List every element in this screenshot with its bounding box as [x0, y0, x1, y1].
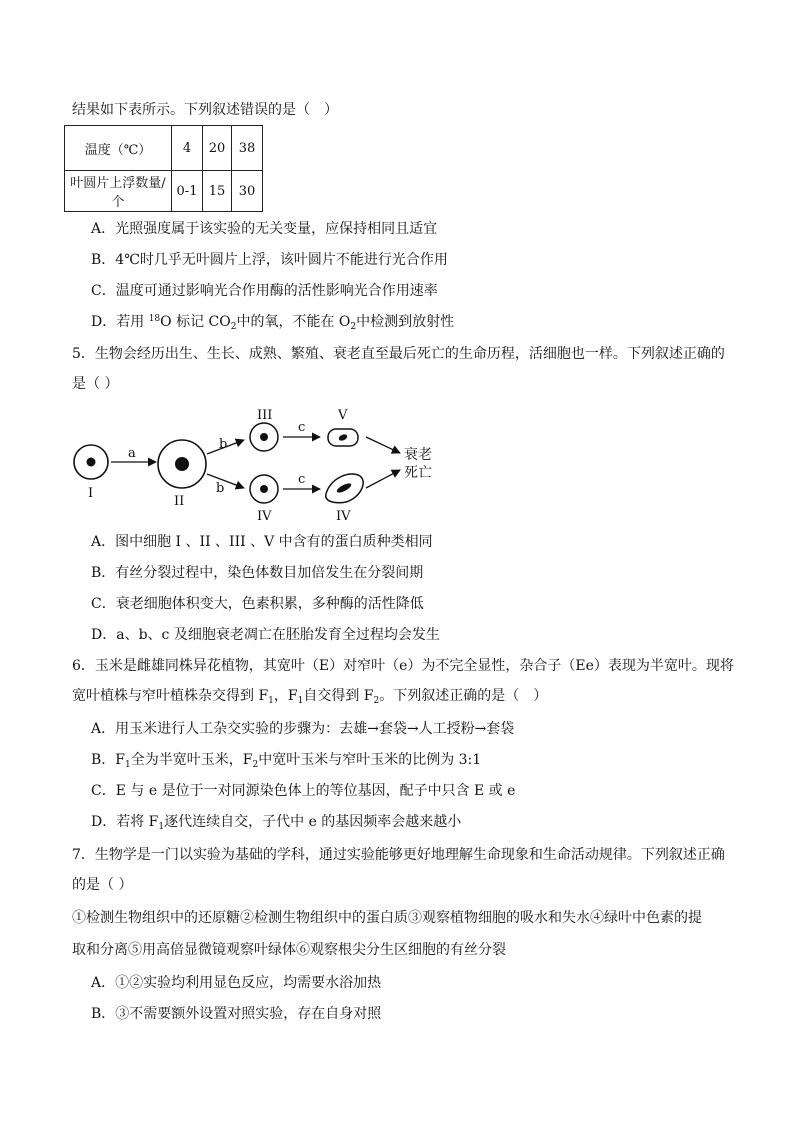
- nucleus-icon: [175, 457, 189, 471]
- q5-option-b: B．有丝分裂过程中，染色体数目加倍发生在分裂间期: [91, 565, 424, 581]
- q7-experiment-list-line2: 取和分离⑤用高倍显微镜观察叶绿体⑥观察根尖分生区细胞的有丝分裂: [72, 942, 506, 958]
- q5-stem-line2: 是（ ）: [72, 376, 119, 392]
- q4-option-c: C．温度可通过影响光合作用酶的活性影响光合作用速率: [91, 283, 438, 299]
- q6-option-b: B．$F_1$全为半宽叶玉米，$F_2$中宽叶玉米与窄叶玉米的比例为 3:1: [91, 752, 482, 770]
- nucleus-icon: [260, 433, 268, 441]
- q6-option-d: D．若将 $F_1$逐代连续自交，子代中 e 的基因频率会越来越小: [91, 814, 462, 832]
- label-arrow-c-top: c: [298, 420, 306, 435]
- table-row: [65, 126, 263, 171]
- label-arrow-b-top: b: [219, 437, 228, 452]
- q7-option-a: A．①②实验均利用显色反应，均需要水浴加热: [91, 975, 382, 991]
- table-row: [65, 171, 263, 212]
- q4-intro: 结果如下表所示。下列叙述错误的是（ ）: [72, 102, 338, 118]
- nucleus-icon: [87, 458, 96, 467]
- q7-option-b: B．③不需要额外设置对照实验，存在自身对照: [91, 1006, 382, 1022]
- q6-stem-line1: 6．玉米是雌雄同株异花植物，其宽叶（E）对窄叶（e）为不完全显性，杂合子（Ee）表现为半宽叶。现将: [72, 658, 734, 674]
- arrow-b-bottom: [207, 474, 244, 488]
- arrow-to-senescence-top: [366, 437, 400, 453]
- nucleus-icon: [338, 433, 349, 442]
- q7-stem-line1: 7．生物学是一门以实验为基础的学科，通过实验能够更好地理解生命现象和生命活动规律。下列叙述正确: [72, 847, 725, 863]
- q5-option-a: A．图中细胞 I 、II 、III 、V 中含有的蛋白质种类相同: [91, 534, 433, 550]
- label-senescence: 衰老: [404, 447, 432, 463]
- table-cell: 30: [232, 171, 263, 212]
- nucleus-icon: [336, 482, 353, 495]
- table-header-floating-count: 叶圆片上浮数量/个: [65, 171, 172, 212]
- nucleus-icon: [260, 485, 268, 493]
- arrow-to-senescence-bottom: [366, 470, 400, 488]
- table-cell: 20: [203, 126, 232, 171]
- q6-option-c: C．E 与 e 是位于一对同源染色体上的等位基因，配子中只含 E 或 e: [91, 783, 516, 799]
- label-arrow-b-bottom: b: [216, 481, 225, 496]
- label-arrow-c-bottom: c: [298, 472, 306, 487]
- q5-option-c: C．衰老细胞体积变大，色素积累，多种酶的活性降低: [91, 596, 424, 612]
- q4-option-a: A．光照强度属于该实验的无关变量，应保持相同且适宜: [91, 221, 438, 237]
- table-header-temperature: 温度（℃）: [65, 126, 172, 171]
- label-arrow-a: a: [128, 446, 136, 461]
- table-cell: 4: [172, 126, 203, 171]
- label-cell-v: V: [338, 408, 348, 423]
- q5-stem-line1: 5．生物会经历出生、生长、成熟、繁殖、衰老直至最后死亡的生命历程，活细胞也一样。下列叙述正确的: [72, 346, 725, 362]
- table-cell: 38: [232, 126, 263, 171]
- q4-option-d: D．若用 $^{18}$O 标记 $CO_2$中的氧，不能在 $O_2$中检测到放射性: [91, 314, 455, 332]
- table-cell: 0-1: [172, 171, 203, 212]
- label-cell-i: I: [88, 486, 94, 501]
- label-death: 死亡: [404, 465, 432, 481]
- temperature-table: [64, 125, 263, 212]
- table-cell: 15: [203, 171, 232, 212]
- label-cell-iii: III: [257, 408, 273, 423]
- q7-experiment-list-line1: ①检测生物组织中的还原糖②检测生物组织中的蛋白质③观察植物细胞的吸水和失水④绿叶中色素的提: [72, 910, 702, 926]
- q5-option-d: D．a、b、c 及细胞衰老凋亡在胚胎发育全过程均会发生: [91, 627, 440, 643]
- q6-option-a: A．用玉米进行人工杂交实验的步骤为：去雄→套袋→人工授粉→套袋: [91, 721, 515, 737]
- label-cell-iv-bottom: IV: [257, 509, 272, 524]
- label-cell-iv-right: IV: [336, 509, 351, 524]
- q4-option-b: B．4℃时几乎无叶圆片上浮，该叶圆片不能进行光合作用: [91, 252, 448, 268]
- cell-life-cycle-diagram: [64, 402, 464, 528]
- label-cell-ii: II: [174, 494, 185, 509]
- q6-stem-line2: 宽叶植株与窄叶植株杂交得到 $F_1$，$F_1$自交得到 $F_2$。下列叙述正确的是（ ）: [72, 688, 548, 706]
- q7-stem-line2: 的是（ ）: [72, 877, 133, 893]
